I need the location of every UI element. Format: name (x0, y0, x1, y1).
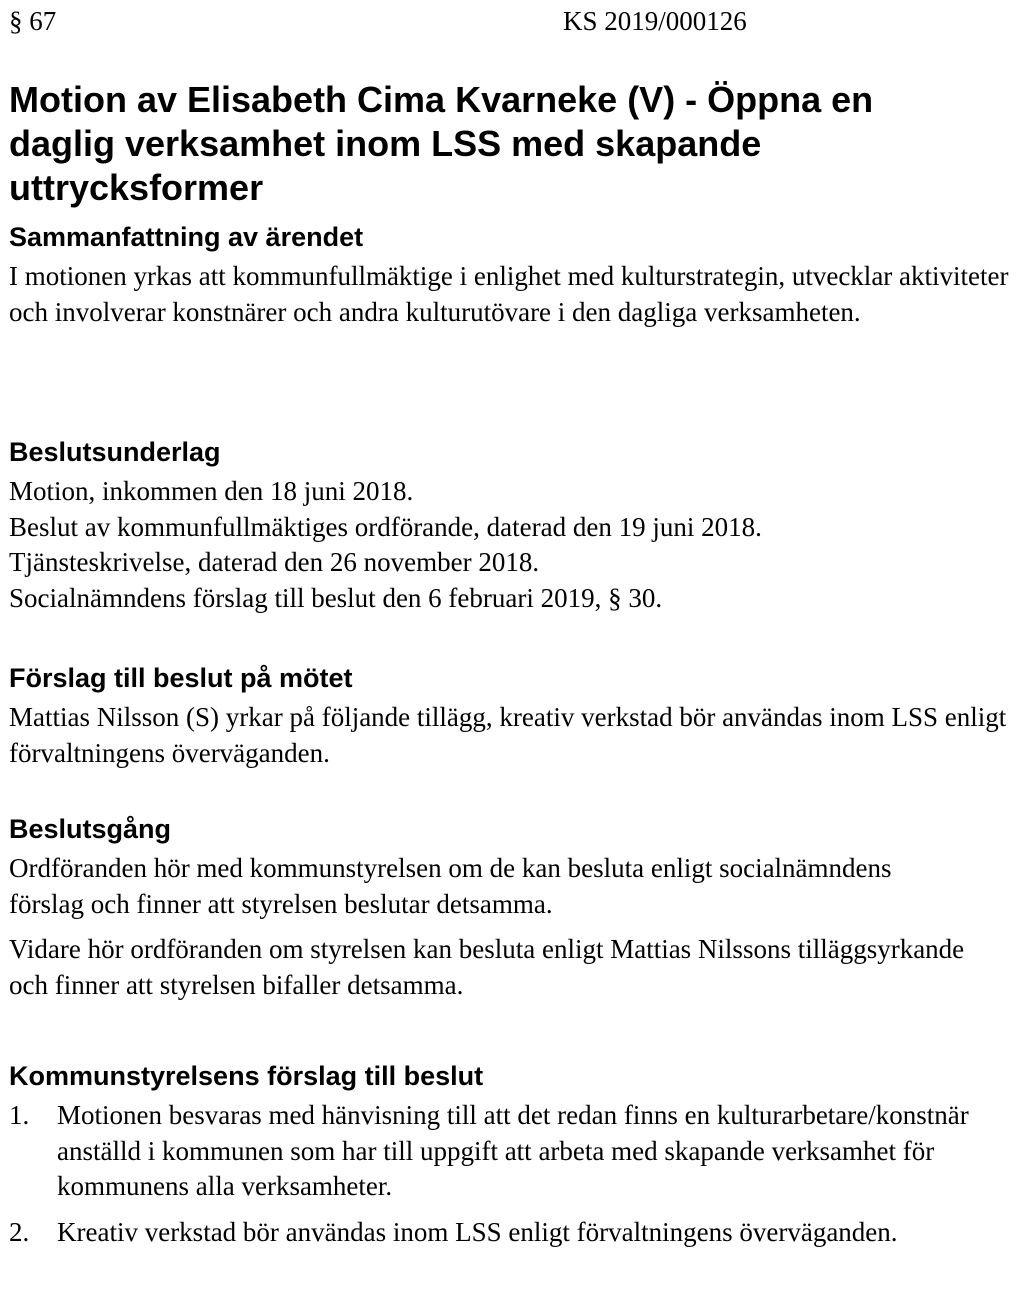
procedure-paragraph: Vidare hör ordföranden om styrelsen kan besluta enligt Mattias Nilssons tilläggsyrkande och finner att styrelsen bifaller detsamma. (9, 934, 965, 1000)
summary-heading: Sammanfattning av ärendet (9, 222, 364, 252)
meeting-proposal-heading: Förslag till beslut på mötet (9, 663, 353, 693)
board-proposal-heading: Kommunstyrelsens förslag till beslut (9, 1061, 484, 1091)
item-number: 1. (9, 1100, 30, 1130)
meeting-proposal-text: Mattias Nilsson (S) yrkar på följande tillägg, kreativ verkstad bör användas inom LSS enligt förvaltningens överväganden. (9, 702, 1007, 768)
case-number: KS 2019/000126 (563, 6, 747, 36)
summary-section (9, 219, 1021, 330)
procedure-heading: Beslutsgång (9, 814, 172, 844)
meeting-proposal-section (9, 660, 1021, 771)
paragraph-reference: § 67 (9, 6, 57, 36)
item-text: Motionen besvaras med hänvisning till att det redan finns en kulturarbetare/konstnär anställd i kommunen som har till uppgift att arbeta med skapande verksamhet för kommunens alla verksamheter. (57, 1100, 969, 1201)
basis-section (9, 434, 1021, 616)
basis-item: Socialnämndens förslag till beslut den 6 februari 2019, § 30. (9, 582, 663, 613)
basis-item: Tjänsteskrivelse, daterad den 26 november 2018. (9, 547, 540, 577)
board-proposal-item (9, 1215, 937, 1251)
item-text: Kreativ verkstad bör användas inom LSS enligt förvaltningens överväganden. (57, 1216, 898, 1247)
document-title: Motion av Elisabeth Cima Kvarneke (V) - Öppna en daglig verksamhet inom LSS med skapande uttrycksformer (9, 79, 874, 208)
basis-item: Beslut av kommunfullmäktiges ordförande, daterad den 19 juni 2018. (9, 511, 762, 542)
item-number: 2. (9, 1216, 30, 1247)
board-proposal-item (9, 1098, 987, 1205)
summary-text: I motionen yrkas att kommunfullmäktige i enlighet med kulturstrategin, utvecklar aktiviteter och involverar konstnärer och andra kulturutövare i den dagliga verksamheten. (9, 261, 1009, 327)
board-proposal-section (9, 1058, 1021, 1250)
procedure-section (9, 811, 1021, 1003)
board-proposal-list (9, 1098, 1021, 1250)
basis-item: Motion, inkommen den 18 juni 2018. (9, 476, 414, 506)
basis-heading: Beslutsunderlag (9, 437, 221, 467)
procedure-paragraph: Ordföranden hör med kommunstyrelsen om de kan besluta enligt socialnämndens förslag och finner att styrelsen beslutar detsamma. (9, 853, 892, 919)
document-header (9, 4, 1009, 38)
